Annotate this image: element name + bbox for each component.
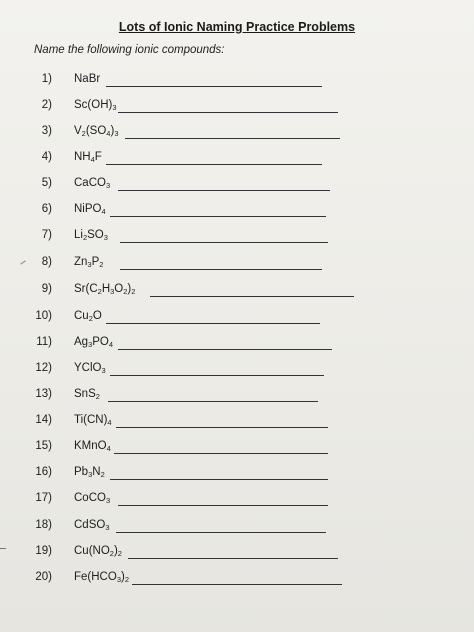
chemical-formula: $Pb_3N_2$ [74,466,105,479]
problem-row [0,177,474,195]
chemical-formula: $Zn_3P_2$ [74,256,104,269]
problem-row [0,466,474,484]
answer-line[interactable] [110,216,326,217]
problem-row [0,571,474,589]
answer-line[interactable] [110,375,324,376]
problem-number: 3) [41,125,52,137]
chemical-formula: CoCO$_3$ [74,492,111,505]
chemical-formula: $V_2(SO_4)_3$ [74,125,119,138]
problem-row [0,283,474,301]
problem-row [0,125,474,143]
problem-number: 16) [35,466,52,478]
chemical-formula: $NH_4F$ [74,151,102,164]
chemical-formula: $Sc(OH)_3$ [74,99,117,112]
answer-line[interactable] [108,401,318,402]
problem-row [0,545,474,563]
chemical-formula: CdSO$_3$ [74,519,110,532]
chemical-formula: $Ag_3PO_4$ [74,336,114,349]
problem-number: 1) [41,73,52,85]
chemical-formula: $Sr(C_2H_3O_2)_2$ [74,283,136,296]
answer-line[interactable] [118,505,328,506]
chemical-formula: NiPO$_4$ [74,203,106,216]
problem-row [0,440,474,458]
problem-number: 15) [35,440,52,452]
answer-line[interactable] [132,584,342,585]
problem-number: 14) [35,414,52,426]
answer-line[interactable] [150,296,354,297]
problem-row [0,414,474,432]
problem-row [0,492,474,510]
problem-number: 20) [35,571,52,583]
chemical-formula: KMnO$_4$ [74,440,111,453]
problem-row [0,73,474,91]
chemical-formula: $Fe(HCO_3)_2$ [74,571,129,584]
problem-number: 12) [35,362,52,374]
answer-line[interactable] [116,532,326,533]
chemical-formula: SnS$_2$ [74,388,100,401]
problem-number: 17) [35,492,52,504]
problem-number: 10) [35,310,52,322]
problem-row [0,256,474,274]
worksheet-instructions: Name the following ionic compounds: [34,44,225,56]
answer-line[interactable] [106,323,320,324]
answer-line[interactable] [114,453,328,454]
problem-number: 18) [35,519,52,531]
problem-row [0,229,474,247]
chemical-formula: $Li_2SO_3$ [74,229,108,242]
problem-number: 11) [36,336,52,348]
answer-line[interactable] [125,138,340,139]
answer-line[interactable] [110,479,328,480]
problem-row [0,336,474,354]
answer-line[interactable] [106,164,322,165]
problem-row [0,388,474,406]
chemical-formula: NaBr [74,73,101,85]
problem-row [0,310,474,328]
answer-line[interactable] [118,112,338,113]
problem-number: 4) [41,151,52,163]
problem-number: 19) [35,545,52,557]
chemical-formula: $Cu(NO_2)_2$ [74,545,122,558]
answer-line[interactable] [120,269,322,270]
problem-row [0,519,474,537]
answer-line[interactable] [116,427,328,428]
answer-line[interactable] [120,242,328,243]
chemical-formula: $Cu_2O$ [74,310,102,323]
pencil-mark [0,548,6,549]
chemical-formula: $Ti(CN)_4$ [74,414,112,427]
problem-number: 6) [41,203,52,215]
problem-row [0,203,474,221]
answer-line[interactable] [118,190,330,191]
problem-row [0,362,474,380]
chemical-formula: CaCO$_3$ [74,177,111,190]
problem-row [0,151,474,169]
problem-number: 13) [35,388,52,400]
problem-number: 9) [41,283,52,295]
chemical-formula: YClO$_3$ [74,362,106,375]
problem-number: 2) [41,99,52,111]
worksheet-title: Lots of Ionic Naming Practice Problems [118,20,356,34]
problem-number: 7) [41,229,52,241]
answer-line[interactable] [118,349,332,350]
problem-number: 5) [41,177,52,189]
problem-row [0,99,474,117]
answer-line[interactable] [128,558,338,559]
answer-line[interactable] [106,86,322,87]
problem-number: 8) [41,256,52,268]
